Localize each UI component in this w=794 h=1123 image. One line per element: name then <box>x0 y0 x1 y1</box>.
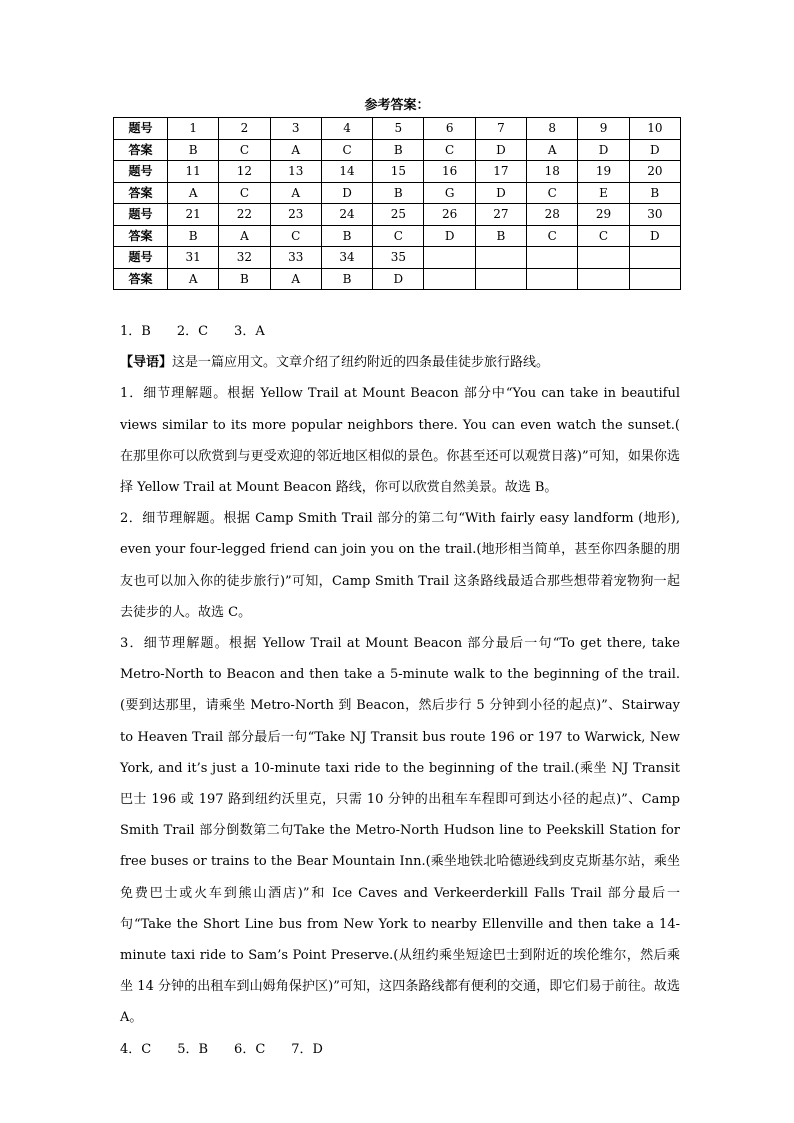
table-cell: D <box>578 139 629 161</box>
guide-paragraph <box>120 347 680 378</box>
table-cell: 2 <box>219 118 270 140</box>
table-cell: E <box>578 182 629 204</box>
table-row <box>114 204 681 226</box>
table-cell: C <box>270 225 321 247</box>
table-cell: A <box>270 268 321 290</box>
table-cell: B <box>321 225 372 247</box>
table-cell: 32 <box>219 247 270 269</box>
table-cell: A <box>270 182 321 204</box>
answers-line-1: 1．B 2．C 3．A <box>120 324 265 339</box>
table-cell: C <box>578 225 629 247</box>
table-cell: 22 <box>219 204 270 226</box>
table-row <box>114 268 681 290</box>
table-cell: A <box>527 139 578 161</box>
answer-key-title: 参考答案： <box>364 98 430 113</box>
explanation-body <box>120 316 680 1065</box>
table-cell: B <box>168 225 219 247</box>
table-cell: D <box>475 139 526 161</box>
table-cell: 13 <box>270 161 321 183</box>
table-cell: C <box>424 139 475 161</box>
table-cell: B <box>373 182 424 204</box>
table-cell: 12 <box>219 161 270 183</box>
table-cell: 4 <box>321 118 372 140</box>
table-cell: D <box>321 182 372 204</box>
table-cell <box>475 247 526 269</box>
table-row <box>114 182 681 204</box>
table-cell: C <box>321 139 372 161</box>
table-cell: C <box>373 225 424 247</box>
row-header: 答案 <box>114 268 168 290</box>
table-cell: 16 <box>424 161 475 183</box>
table-cell <box>424 247 475 269</box>
guide-label: 【导语】 <box>120 355 173 371</box>
table-row <box>114 161 681 183</box>
table-cell: D <box>373 268 424 290</box>
table-cell: 10 <box>629 118 680 140</box>
table-cell: 24 <box>321 204 372 226</box>
row-header: 题号 <box>114 247 168 269</box>
table-cell: B <box>219 268 270 290</box>
table-cell: C <box>527 182 578 204</box>
table-cell: B <box>629 182 680 204</box>
table-cell: 23 <box>270 204 321 226</box>
table-cell: 25 <box>373 204 424 226</box>
table-cell: C <box>527 225 578 247</box>
answers-line-2: 4．C 5．B 6．C 7．D <box>120 1041 323 1057</box>
question-1-explanation: 1．细节理解题。根据 Yellow Trail at Mount Beacon 部分中“You can take in beautiful views similar to its more popular neighbors there. You can even watch the sunset.( 在那里你可以欣赏到与更受欢迎的邻近地区相似的景色。你甚至还可以观赏日落)”可知，如果你选择 Yellow Trail at Mount Beacon 路线，你可以欣赏自然美景。故选 B。 <box>120 386 680 496</box>
table-cell: B <box>373 139 424 161</box>
table-cell: 34 <box>321 247 372 269</box>
table-cell: 5 <box>373 118 424 140</box>
row-header: 答案 <box>114 182 168 204</box>
table-cell: 18 <box>527 161 578 183</box>
table-cell: 11 <box>168 161 219 183</box>
table-cell: D <box>629 139 680 161</box>
table-cell: 14 <box>321 161 372 183</box>
row-header: 题号 <box>114 118 168 140</box>
table-cell <box>424 268 475 290</box>
table-cell: 29 <box>578 204 629 226</box>
row-header: 题号 <box>114 161 168 183</box>
table-row <box>114 247 681 269</box>
table-cell <box>629 268 680 290</box>
table-cell: B <box>168 139 219 161</box>
table-cell: D <box>475 182 526 204</box>
table-cell: A <box>168 268 219 290</box>
table-cell: 1 <box>168 118 219 140</box>
table-cell: D <box>629 225 680 247</box>
table-cell: 6 <box>424 118 475 140</box>
table-cell <box>527 247 578 269</box>
question-3-explanation: 3．细节理解题。根据 Yellow Trail at Mount Beacon 部分最后一句“To get there, take Metro-North to Beacon and then take a 5-minute walk to the beginning of the trail.(要到达那里，请乘坐 Metro-North 到 Beacon，然后步行 5 分钟到小径的起点)”、Stairway to Heaven Trail 部分最后一句“Take NJ Transit bus route 196 or 197 to Warwick, New York, and it’s just a 10-minute taxi ride to the beginning of the trail.(乘坐 NJ Transit 巴士 196 或 197 路到纽约沃里克，只需 10 分钟的出租车车程即可到达小径的起点)”、Camp Smith Trail 部分倒数第二句Take the Metro-North Hudson line to Peekskill Station for free buses or trains to the Bear Mountain Inn.(乘坐地铁北哈德逊线到皮克斯基尔站，乘坐免费巴士或火车到熊山酒店)”和 Ice Caves and Verkeerderkill Falls Trail 部分最后一句“Take the Short Line bus from New York to nearby Ellenville and then take a 14-minute taxi ride to Sam’s Point Preserve.(从纽约乘坐短途巴士到附近的埃伦维尔，然后乘坐 14 分钟的出租车到山姆角保护区)”可知，这四条路线都有便利的交通，即它们易于前往。故选 A。 <box>120 636 680 1026</box>
row-header: 题号 <box>114 204 168 226</box>
table-cell: 31 <box>168 247 219 269</box>
table-cell: 27 <box>475 204 526 226</box>
table-cell <box>527 268 578 290</box>
table-cell: B <box>475 225 526 247</box>
table-cell <box>578 268 629 290</box>
table-cell: B <box>321 268 372 290</box>
row-header: 答案 <box>114 139 168 161</box>
table-cell: 9 <box>578 118 629 140</box>
guide-text: 这是一篇应用文。文章介绍了纽约附近的四条最佳徒步旅行路线。 <box>172 355 550 371</box>
question-2-explanation: 2．细节理解题。根据 Camp Smith Trail 部分的第二句“With fairly easy landform (地形), even your four-legged friend can join you on the trail.(地形相当简单，甚至你四条腿的朋友也可以加入你的徒步旅行)”可知，Camp Smith Trail 这条路线最适合那些想带着宠物狗一起去徒步的人。故选 C。 <box>120 511 680 620</box>
table-cell: 15 <box>373 161 424 183</box>
table-cell: 3 <box>270 118 321 140</box>
table-cell: A <box>168 182 219 204</box>
table-cell: 8 <box>527 118 578 140</box>
table-cell: 7 <box>475 118 526 140</box>
table-cell: G <box>424 182 475 204</box>
table-cell: 17 <box>475 161 526 183</box>
table-cell: 30 <box>629 204 680 226</box>
table-cell: 20 <box>629 161 680 183</box>
answer-table <box>113 117 681 290</box>
table-cell: 26 <box>424 204 475 226</box>
table-cell: D <box>424 225 475 247</box>
table-cell: 35 <box>373 247 424 269</box>
table-row <box>114 225 681 247</box>
table-cell: C <box>219 139 270 161</box>
table-cell: C <box>219 182 270 204</box>
table-cell <box>475 268 526 290</box>
table-cell <box>578 247 629 269</box>
table-cell: 33 <box>270 247 321 269</box>
table-cell: 21 <box>168 204 219 226</box>
table-row <box>114 139 681 161</box>
table-cell <box>629 247 680 269</box>
table-row <box>114 118 681 140</box>
table-cell: A <box>270 139 321 161</box>
table-cell: 28 <box>527 204 578 226</box>
table-cell: A <box>219 225 270 247</box>
table-cell: 19 <box>578 161 629 183</box>
row-header: 答案 <box>114 225 168 247</box>
